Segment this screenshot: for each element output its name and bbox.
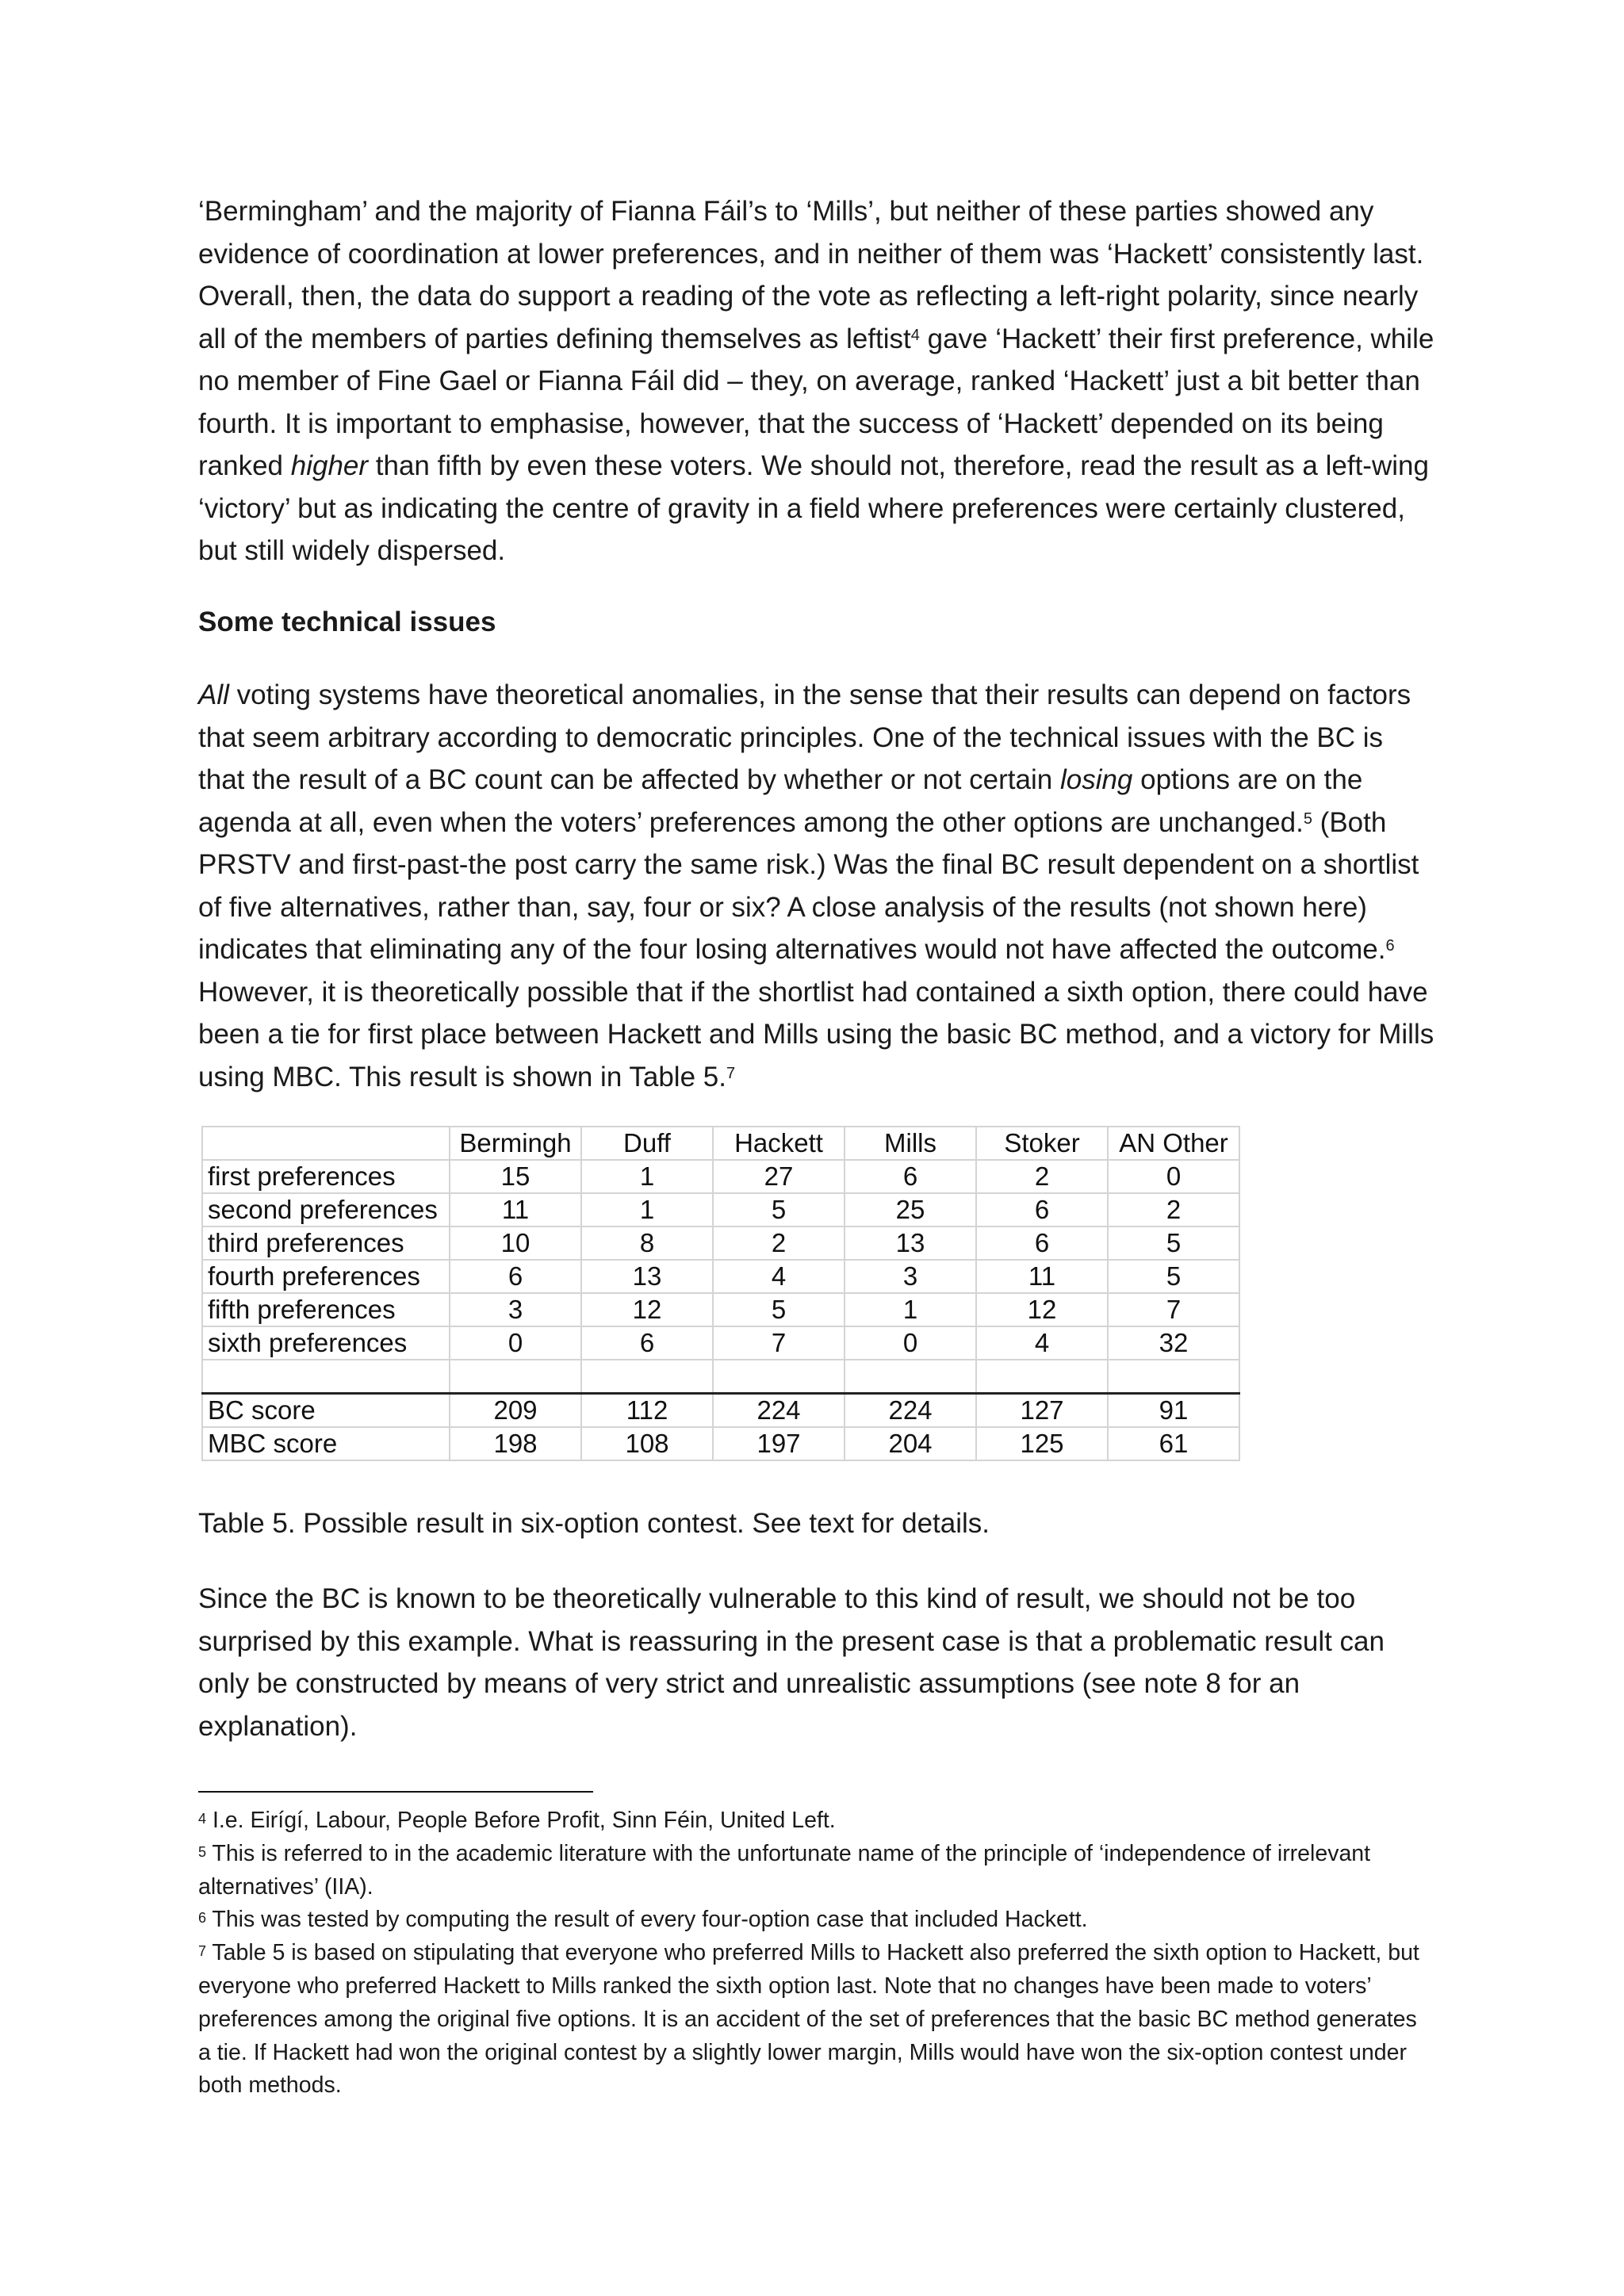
paragraph-1-text-b: gave ‘Hackett’ their first preference, while no member of Fine Gael or Fianna Fáil did – they, on average, ranked ‘Hackett’ just a bit better than fourth. It is important to emphasise, however, that the success of ‘Hackett’ depended on its being ranked [198, 323, 1434, 481]
table-cell: 15 [450, 1160, 581, 1193]
table-cell: 6 [581, 1326, 713, 1360]
footnotes [198, 1804, 1435, 2103]
table-cell: 32 [1108, 1326, 1239, 1360]
table-cell: 25 [845, 1193, 976, 1226]
table-cell: 2 [713, 1226, 845, 1260]
paragraph-1-text-c: than fifth by even these voters. We should not, therefore, read the result as a left-wing ‘victory’ but as indicating the centre of gravity in a field where preferences were certainly clustered, but still widely dispersed. [198, 450, 1429, 566]
paragraph-3: Since the BC is known to be theoretically vulnerable to this kind of result, we should not be too surprised by this example. What is reassuring in the present case is that a problematic result can only be constructed by means of very strict and unrealistic assumptions (see note 8 for an explanation). [198, 1583, 1385, 1742]
footnote-6 [198, 1904, 1435, 1937]
table-cell: 1 [581, 1160, 713, 1193]
header-cell: Stoker [976, 1127, 1108, 1160]
paragraph-2-text-a: voting systems have theoretical anomalies, in the sense that their results can depend on factors that seem arbitrary according to democratic principles. One of the technical issues with the BC is that the result of a BC count can be affected by whether or not certain [198, 679, 1411, 795]
row-label: first preferences [202, 1160, 450, 1193]
table-cell: 11 [976, 1260, 1108, 1293]
table-cell: 5 [713, 1293, 845, 1326]
table-cell: 5 [1108, 1226, 1239, 1260]
header-cell [202, 1127, 450, 1160]
table-cell [450, 1360, 581, 1394]
table-cell: 8 [581, 1226, 713, 1260]
footnote-number: 4 [198, 1811, 207, 1827]
table-caption: Table 5. Possible result in six-option contest. See text for details. [198, 1508, 990, 1539]
table-spacer-row [202, 1360, 1239, 1394]
row-label: second preferences [202, 1193, 450, 1226]
table-cell: 11 [450, 1193, 581, 1226]
table-cell: 10 [450, 1226, 581, 1260]
emphasis-losing: losing [1059, 764, 1133, 795]
table-cell: 7 [1108, 1293, 1239, 1326]
table-row [202, 1193, 1239, 1226]
footnote-number: 5 [198, 1843, 207, 1860]
table-row [202, 1427, 1239, 1460]
table-cell [581, 1360, 713, 1394]
table-cell [976, 1360, 1108, 1394]
table-cell: 13 [581, 1260, 713, 1293]
row-label: third preferences [202, 1226, 450, 1260]
paragraph-1 [198, 190, 1435, 572]
table-cell: 2 [976, 1160, 1108, 1193]
table-cell [845, 1360, 976, 1394]
table-cell [713, 1360, 845, 1394]
table-cell: 5 [713, 1193, 845, 1226]
footnote-divider [198, 1791, 593, 1793]
table-cell: 6 [976, 1193, 1108, 1226]
footnote-ref-7[interactable]: 7 [726, 1064, 736, 1082]
table-cell: 204 [845, 1427, 976, 1460]
table-cell: 224 [713, 1394, 845, 1428]
table-cell: 0 [450, 1326, 581, 1360]
footnote-text: This was tested by computing the result of every four-option case that included Hackett. [212, 1907, 1088, 1933]
paragraph-1-text-a: ‘Bermingham’ and the majority of Fianna Fáil’s to ‘Mills’, but neither of these parties showed any evidence of coordination at lower preferences, and in neither of them was ‘Hackett’ consistently last. Overall, then, the data do support a reading of the vote as reflecting a left-right polarity, since nearly all of the members of parties defining themselves as leftist [198, 196, 1424, 354]
header-cell: Hackett [713, 1127, 845, 1160]
footnote-text: I.e. Eirígí, Labour, People Before Profit, Sinn Féin, United Left. [212, 1808, 836, 1833]
footnote-5 [198, 1838, 1435, 1904]
footnote-text: This is referred to in the academic literature with the unfortunate name of the principle of ‘independence of irrelevant alternatives’ (IIA). [198, 1840, 1371, 1900]
table-cell: 4 [713, 1260, 845, 1293]
table-row [202, 1326, 1239, 1360]
table-cell: 197 [713, 1427, 845, 1460]
footnote-7 [198, 1937, 1435, 2103]
emphasis-higher: higher [290, 450, 369, 481]
emphasis-all: All [198, 679, 229, 710]
table-cell: 27 [713, 1160, 845, 1193]
section-heading: Some technical issues [198, 607, 496, 637]
table-cell: 5 [1108, 1260, 1239, 1293]
header-cell: AN Other [1108, 1127, 1239, 1160]
table-cell: 91 [1108, 1394, 1239, 1428]
table-cell: 108 [581, 1427, 713, 1460]
table-cell: 0 [845, 1326, 976, 1360]
table-cell: 1 [581, 1193, 713, 1226]
table-cell: 224 [845, 1394, 976, 1428]
table-row [202, 1226, 1239, 1260]
table-cell: 7 [713, 1326, 845, 1360]
footnote-4 [198, 1804, 1435, 1838]
table-cell: 209 [450, 1394, 581, 1428]
table-cell: 12 [581, 1293, 713, 1326]
table-row [202, 1394, 1239, 1428]
paragraph-2-text-b: options are on the agenda at all, even when the voters’ preferences among the other options are unchanged. [198, 764, 1363, 838]
header-cell: Duff [581, 1127, 713, 1160]
footnote-ref-5[interactable]: 5 [1303, 809, 1312, 828]
row-label: fifth preferences [202, 1293, 450, 1326]
table-cell: 6 [976, 1226, 1108, 1260]
table-cell: 6 [450, 1260, 581, 1293]
table-cell: 12 [976, 1293, 1108, 1326]
table-cell: 127 [976, 1394, 1108, 1428]
table-cell: 1 [845, 1293, 976, 1326]
paragraph-2-text-c: (Both PRSTV and first-past-the post carry the same risk.) Was the final BC result dependent on a shortlist of five alternatives, rather than, say, four or six? A close analysis of the results (not shown here) indicates that eliminating any of the four losing alternatives would not have affected the outcome. [198, 806, 1419, 965]
row-label [202, 1360, 450, 1394]
row-label: sixth preferences [202, 1326, 450, 1360]
row-label: BC score [202, 1394, 450, 1428]
row-label: MBC score [202, 1427, 450, 1460]
table-row [202, 1260, 1239, 1293]
table-cell: 125 [976, 1427, 1108, 1460]
footnote-text: Table 5 is based on stipulating that everyone who preferred Mills to Hackett also preferred the sixth option to Hackett, but everyone who preferred Hackett to Mills ranked the sixth option last. Note that no changes have been made to voters’ preferences among the original five options. It is an accident of the set of preferences that the basic BC method generates a tie. If Hackett had won the original contest by a slightly lower margin, Mills would have won the six-option contest under both methods. [198, 1940, 1419, 2099]
table-row [202, 1293, 1239, 1326]
footnote-ref-4[interactable]: 4 [910, 326, 920, 344]
footnote-number: 7 [198, 1943, 207, 1960]
paragraph-2 [198, 674, 1435, 1098]
table-cell: 3 [450, 1293, 581, 1326]
table-cell: 198 [450, 1427, 581, 1460]
paragraph-2-text-d: However, it is theoretically possible that if the shortlist had contained a sixth option, there could have been a tie for first place between Hackett and Mills using the basic BC method, and a victory for Mills using MBC. This result is shown in Table 5. [198, 976, 1434, 1093]
table-cell: 4 [976, 1326, 1108, 1360]
table-cell: 112 [581, 1394, 713, 1428]
table-cell: 2 [1108, 1193, 1239, 1226]
table-cell: 61 [1108, 1427, 1239, 1460]
results-table [201, 1126, 1240, 1461]
table-cell: 6 [845, 1160, 976, 1193]
row-label: fourth preferences [202, 1260, 450, 1293]
table-cell: 0 [1108, 1160, 1239, 1193]
table-cell: 3 [845, 1260, 976, 1293]
table-cell [1108, 1360, 1239, 1394]
header-cell: Mills [845, 1127, 976, 1160]
table-header-row [202, 1127, 1239, 1160]
header-cell: Bermingh [450, 1127, 581, 1160]
table-row [202, 1160, 1239, 1193]
footnote-number: 6 [198, 1910, 207, 1927]
footnote-ref-6[interactable]: 6 [1385, 937, 1395, 955]
table-cell: 13 [845, 1226, 976, 1260]
